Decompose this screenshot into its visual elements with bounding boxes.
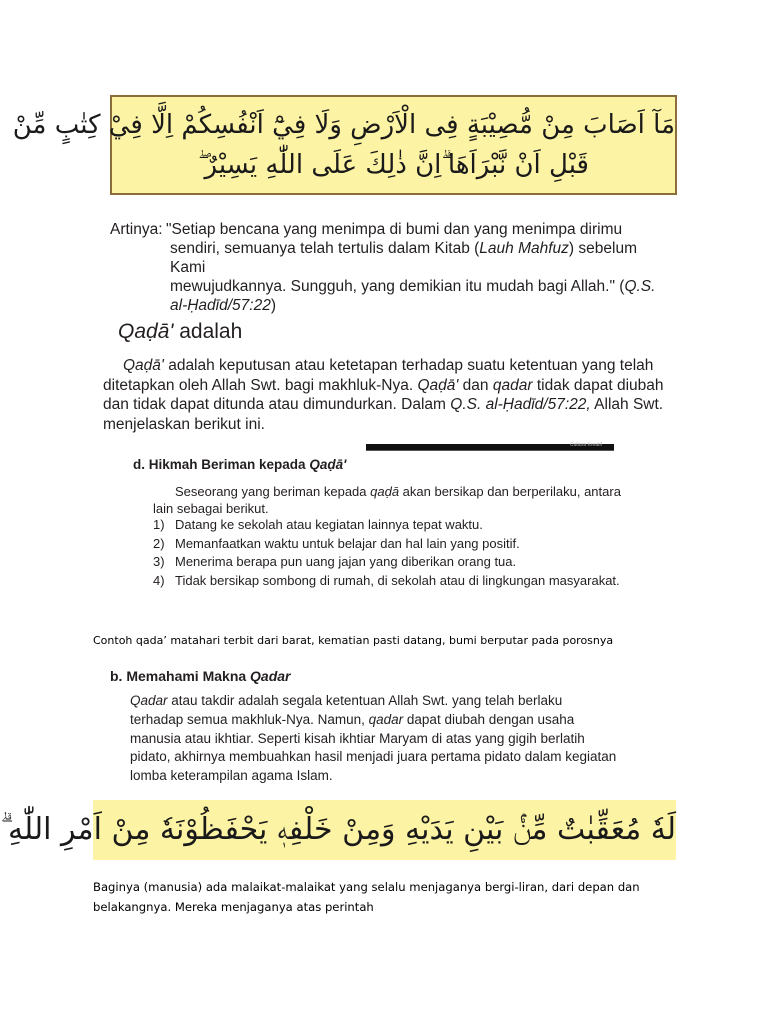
section-d-heading: d. Hikmah Beriman kepada Qaḍā' bbox=[133, 457, 347, 472]
qadar-definition-paragraph bbox=[130, 692, 668, 786]
section-d-intro bbox=[153, 483, 633, 517]
paragraph-line: manusia atau ikhtiar. Seperti kisah ikhtiar Maryam di atas yang gigih berlatih bbox=[130, 730, 585, 746]
list-item: 2) Memanfaatkan waktu untuk belajar dan hal lain yang positif. bbox=[153, 535, 520, 551]
list-item: 1) Datang ke sekolah atau kegiatan lainnya tepat waktu. bbox=[153, 517, 483, 532]
verse-translation-2 bbox=[93, 877, 703, 917]
list-item: 4) Tidak bersikap sombong di rumah, di sekolah atau di lingkungan masyarakat. bbox=[153, 572, 620, 588]
translation-line: belakangnya. Mereka menjaganya atas perintah bbox=[93, 900, 374, 914]
section-b-heading: b. Memahami Makna Qadar bbox=[110, 668, 291, 684]
verse-translation-1 bbox=[110, 220, 670, 315]
qada-example-note: Contoh qada’ matahari terbit dari barat, kematian pasti datang, bumi berputar pada porosnya bbox=[93, 634, 614, 647]
paragraph-line: terhadap semua makhluk-Nya. Namun, qadar dapat diubah dengan usaha bbox=[130, 711, 575, 727]
translation-label: Artinya: bbox=[110, 221, 163, 238]
translation-line: sendiri, semuanya telah tertulis dalam Kitab (Lauh Mahfuz) sebelum Kami bbox=[170, 240, 637, 276]
arabic-verse-line-2: قَبْلِ اَنْ نَّبْرَاَهَا ۗاِنَّ ذٰلِكَ عَلَى اللّٰهِ يَسِيْرٌ ۖ bbox=[198, 150, 589, 180]
translation-body bbox=[166, 220, 670, 315]
translation-line: mewujudkannya. Sungguh, yang demikian itu mudah bagi Allah." (Q.S. bbox=[170, 278, 656, 295]
paragraph-line: Seseorang yang beriman kepada qaḍā akan bersikap dan berperilaku, antara bbox=[175, 484, 621, 499]
cropped-image-strip bbox=[366, 444, 614, 451]
paragraph-line: Qaḍā' adalah keputusan atau ketetapan terhadap suatu ketentuan yang telah bbox=[123, 357, 654, 374]
arabic-verse-box-2: لَهٗ مُعَقِّبٰتٌ مِّنْۢ بَيْنِ يَدَيْهِ وَمِنْ خَلْفِهٖ يَحْفَظُوْنَهٗ مِنْ اَمْرِ اللّٰهِ ۗ bbox=[93, 800, 676, 860]
paragraph-line: dan tidak dapat ditunda atau dimundurkan. Dalam Q.S. al-Ḥadīd/57:22, Allah Swt. bbox=[103, 396, 664, 413]
hikmah-list bbox=[153, 516, 633, 590]
paragraph-line: ditetapkan oleh Allah Swt. bagi makhluk-Nya. Qaḍā' dan qadar tidak dapat diubah bbox=[103, 376, 664, 394]
list-item: 3) Menerima berapa pun uang jajan yang diberikan orang tua. bbox=[153, 554, 517, 569]
translation-line: "Setiap bencana yang menimpa di bumi dan yang menimpa dirimu bbox=[166, 221, 623, 238]
arabic-verse-box-1 bbox=[12, 95, 677, 195]
arabic-verse-line-1: مَآ اَصَابَ مِنْ مُّصِيْبَةٍ فِى الْاَرْضِ وَلَا فِيْٓ اَنْفُسِكُمْ اِلَّا فِيْ كِتٰبٍ مِّنْ bbox=[12, 110, 675, 140]
paragraph-line: menjelaskan berikut ini. bbox=[103, 415, 265, 433]
paragraph-line: lomba keterampilan agama Islam. bbox=[130, 768, 333, 784]
paragraph-line: pidato, akhirnya membuahkan hasil menjadi juara pertama pidato dalam kegiatan bbox=[130, 749, 617, 765]
qada-heading: Qaḍā' adalah bbox=[118, 320, 243, 343]
qada-definition-paragraph bbox=[103, 356, 668, 434]
paragraph-line: Qadar atau takdir adalah segala ketentuan Allah Swt. yang telah berlaku bbox=[130, 693, 563, 708]
image-caption: Cultura Kreatif bbox=[570, 442, 602, 448]
translation-line: Baginya (manusia) ada malaikat-malaikat yang selalu menjaganya bergi-liran, dari depan dan bbox=[93, 880, 640, 894]
paragraph-line: lain sebagai berikut. bbox=[153, 501, 269, 516]
translation-line: al-Ḥadīd/57:22) bbox=[170, 297, 276, 314]
